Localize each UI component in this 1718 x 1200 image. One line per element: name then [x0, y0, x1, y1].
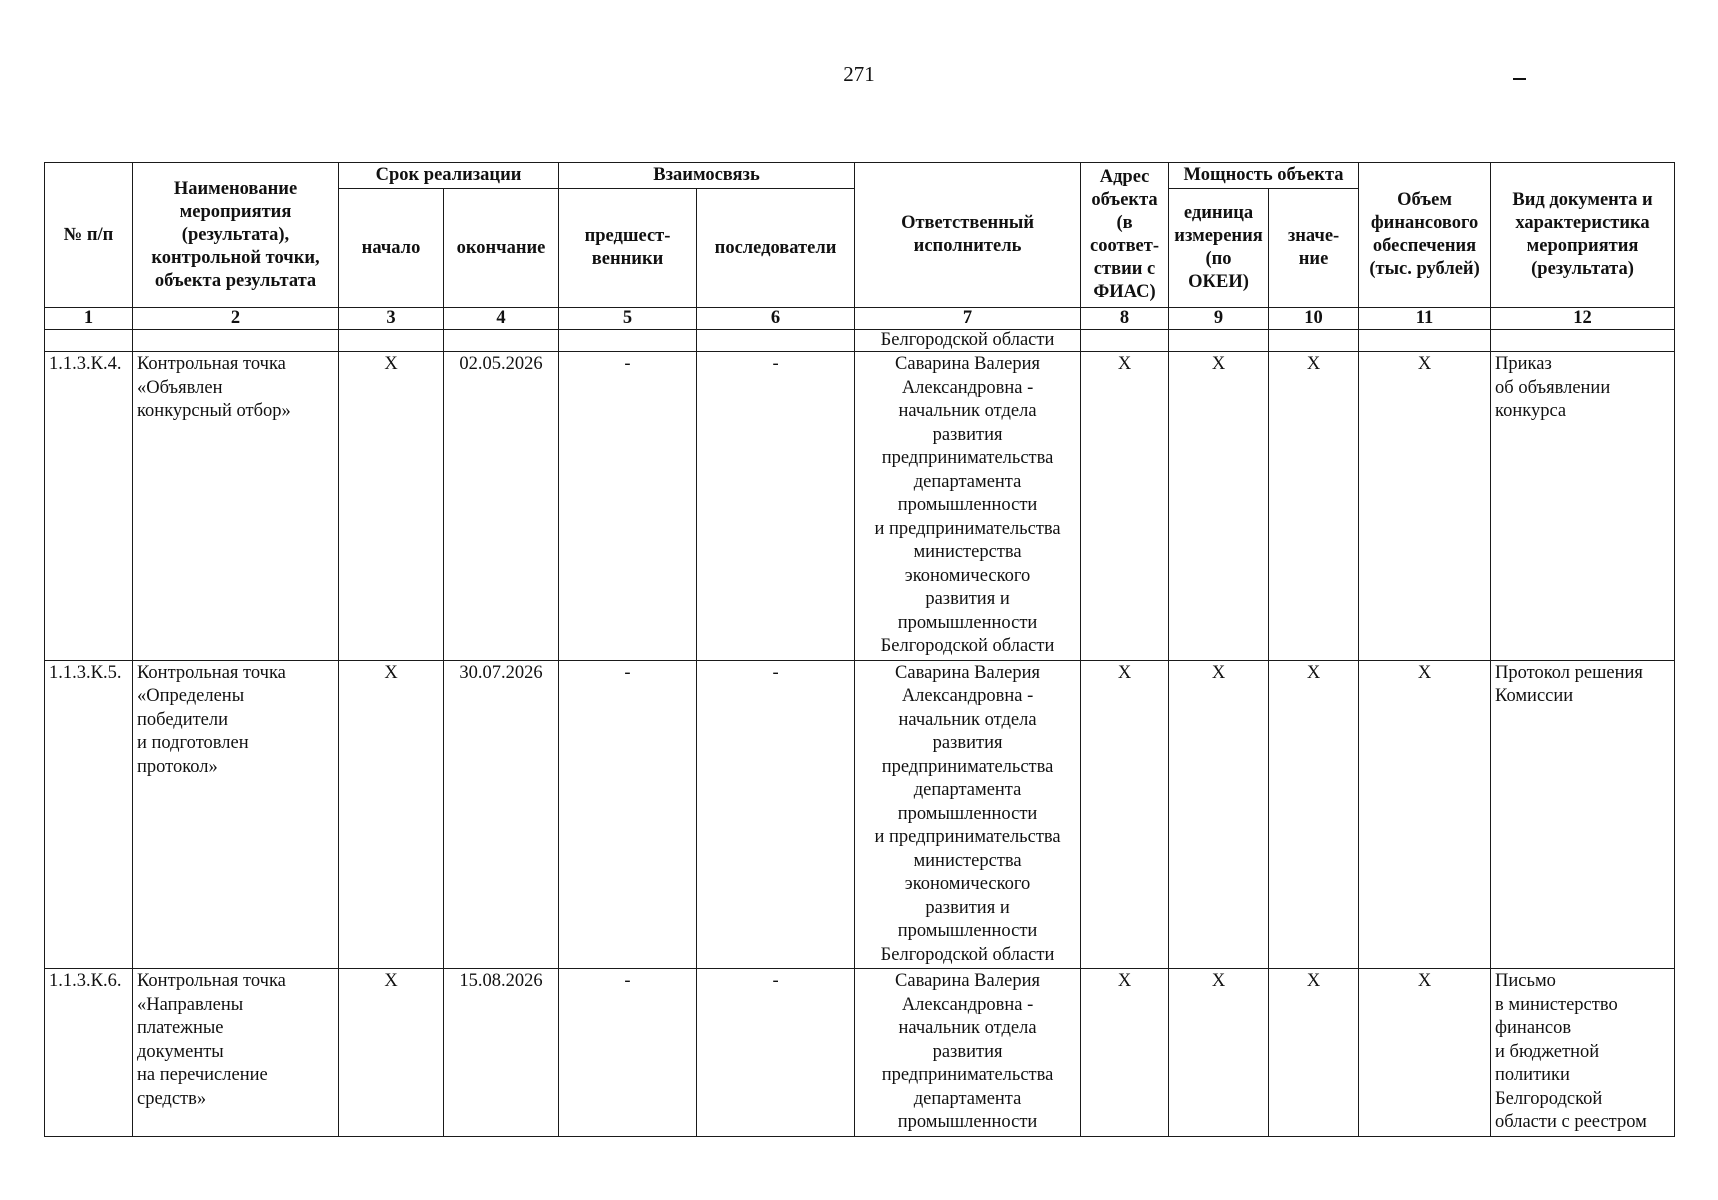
- table-row: [45, 352, 1675, 661]
- header-relation: Взаимосвязь: [559, 163, 855, 189]
- row-start: X: [339, 969, 444, 1137]
- column-number: 12: [1491, 308, 1675, 330]
- header-successors: последователи: [697, 189, 855, 308]
- row-doc: Письмо в министерство финансов и бюджетной политики Белгородской области с реестром: [1491, 969, 1675, 1137]
- column-numbers-row: [45, 308, 1675, 330]
- header-value: значе- ние: [1269, 189, 1359, 308]
- row-finance: X: [1359, 352, 1491, 661]
- header-finance: Объем финансового обеспечения (тыс. рублей): [1359, 163, 1491, 308]
- header-term: Срок реализации: [339, 163, 559, 189]
- column-number: 7: [855, 308, 1081, 330]
- column-number: 9: [1169, 308, 1269, 330]
- row-doc: Протокол решения Комиссии: [1491, 660, 1675, 969]
- row-end: 02.05.2026: [444, 352, 559, 661]
- row-executor: Саварина Валерия Александровна - начальник отдела развития предпринимательства департамента промышленности и предпринимательства министерства экономического развития и промышленности Белгородской области: [855, 352, 1081, 661]
- corner-dash-mark: [1513, 78, 1526, 80]
- row-start: X: [339, 352, 444, 661]
- column-number: 2: [133, 308, 339, 330]
- column-number: 11: [1359, 308, 1491, 330]
- header-unit: единица измерения (по ОКЕИ): [1169, 189, 1269, 308]
- column-number: 10: [1269, 308, 1359, 330]
- header-term-end: окончание: [444, 189, 559, 308]
- header-name: Наименование мероприятия (результата), контрольной точки, объекта результата: [133, 163, 339, 308]
- row-predecessors: -: [559, 352, 697, 661]
- column-number: 5: [559, 308, 697, 330]
- row-executor: Саварина Валерия Александровна - начальник отдела развития предпринимательства департамента промышленности и предпринимательства министерства экономического развития и промышленности Белгородской области: [855, 660, 1081, 969]
- row-name: Контрольная точка «Направлены платежные документы на перечисление средств»: [133, 969, 339, 1137]
- row-value: X: [1269, 352, 1359, 661]
- row-finance: X: [1359, 660, 1491, 969]
- table-row: [45, 660, 1675, 969]
- row-num: 1.1.3.К.5.: [45, 660, 133, 969]
- row-unit: X: [1169, 969, 1269, 1137]
- column-number: 8: [1081, 308, 1169, 330]
- table-row: [45, 969, 1675, 1137]
- activity-plan-table: [44, 162, 1675, 1137]
- continuation-executor: Белгородской области: [855, 330, 1081, 352]
- row-value: X: [1269, 660, 1359, 969]
- row-predecessors: -: [559, 969, 697, 1137]
- row-finance: X: [1359, 969, 1491, 1137]
- column-number: 1: [45, 308, 133, 330]
- header-doc: Вид документа и характеристика мероприятия (результата): [1491, 163, 1675, 308]
- header-num: № п/п: [45, 163, 133, 308]
- header-term-start: начало: [339, 189, 444, 308]
- header-address: Адрес объекта (в соответ- ствии с ФИАС): [1081, 163, 1169, 308]
- row-successors: -: [697, 660, 855, 969]
- header-row-1: [45, 163, 1675, 189]
- row-num: 1.1.3.К.6.: [45, 969, 133, 1137]
- row-unit: X: [1169, 660, 1269, 969]
- row-successors: -: [697, 352, 855, 661]
- row-end: 15.08.2026: [444, 969, 559, 1137]
- header-executor: Ответственный исполнитель: [855, 163, 1081, 308]
- row-start: X: [339, 660, 444, 969]
- row-doc: Приказ об объявлении конкурса: [1491, 352, 1675, 661]
- row-unit: X: [1169, 352, 1269, 661]
- row-name: Контрольная точка «Определены победители и подготовлен протокол»: [133, 660, 339, 969]
- row-successors: -: [697, 969, 855, 1137]
- header-predecessors: предшест- венники: [559, 189, 697, 308]
- row-address: X: [1081, 969, 1169, 1137]
- header-capacity: Мощность объекта: [1169, 163, 1359, 189]
- column-number: 4: [444, 308, 559, 330]
- row-name: Контрольная точка «Объявлен конкурсный отбор»: [133, 352, 339, 661]
- row-address: X: [1081, 660, 1169, 969]
- column-number: 6: [697, 308, 855, 330]
- row-predecessors: -: [559, 660, 697, 969]
- row-num: 1.1.3.К.4.: [45, 352, 133, 661]
- continuation-row: [45, 330, 1675, 352]
- page-number: 271: [843, 62, 875, 86]
- row-executor: Саварина Валерия Александровна - начальник отдела развития предпринимательства департамента промышленности: [855, 969, 1081, 1137]
- row-end: 30.07.2026: [444, 660, 559, 969]
- row-address: X: [1081, 352, 1169, 661]
- column-number: 3: [339, 308, 444, 330]
- row-value: X: [1269, 969, 1359, 1137]
